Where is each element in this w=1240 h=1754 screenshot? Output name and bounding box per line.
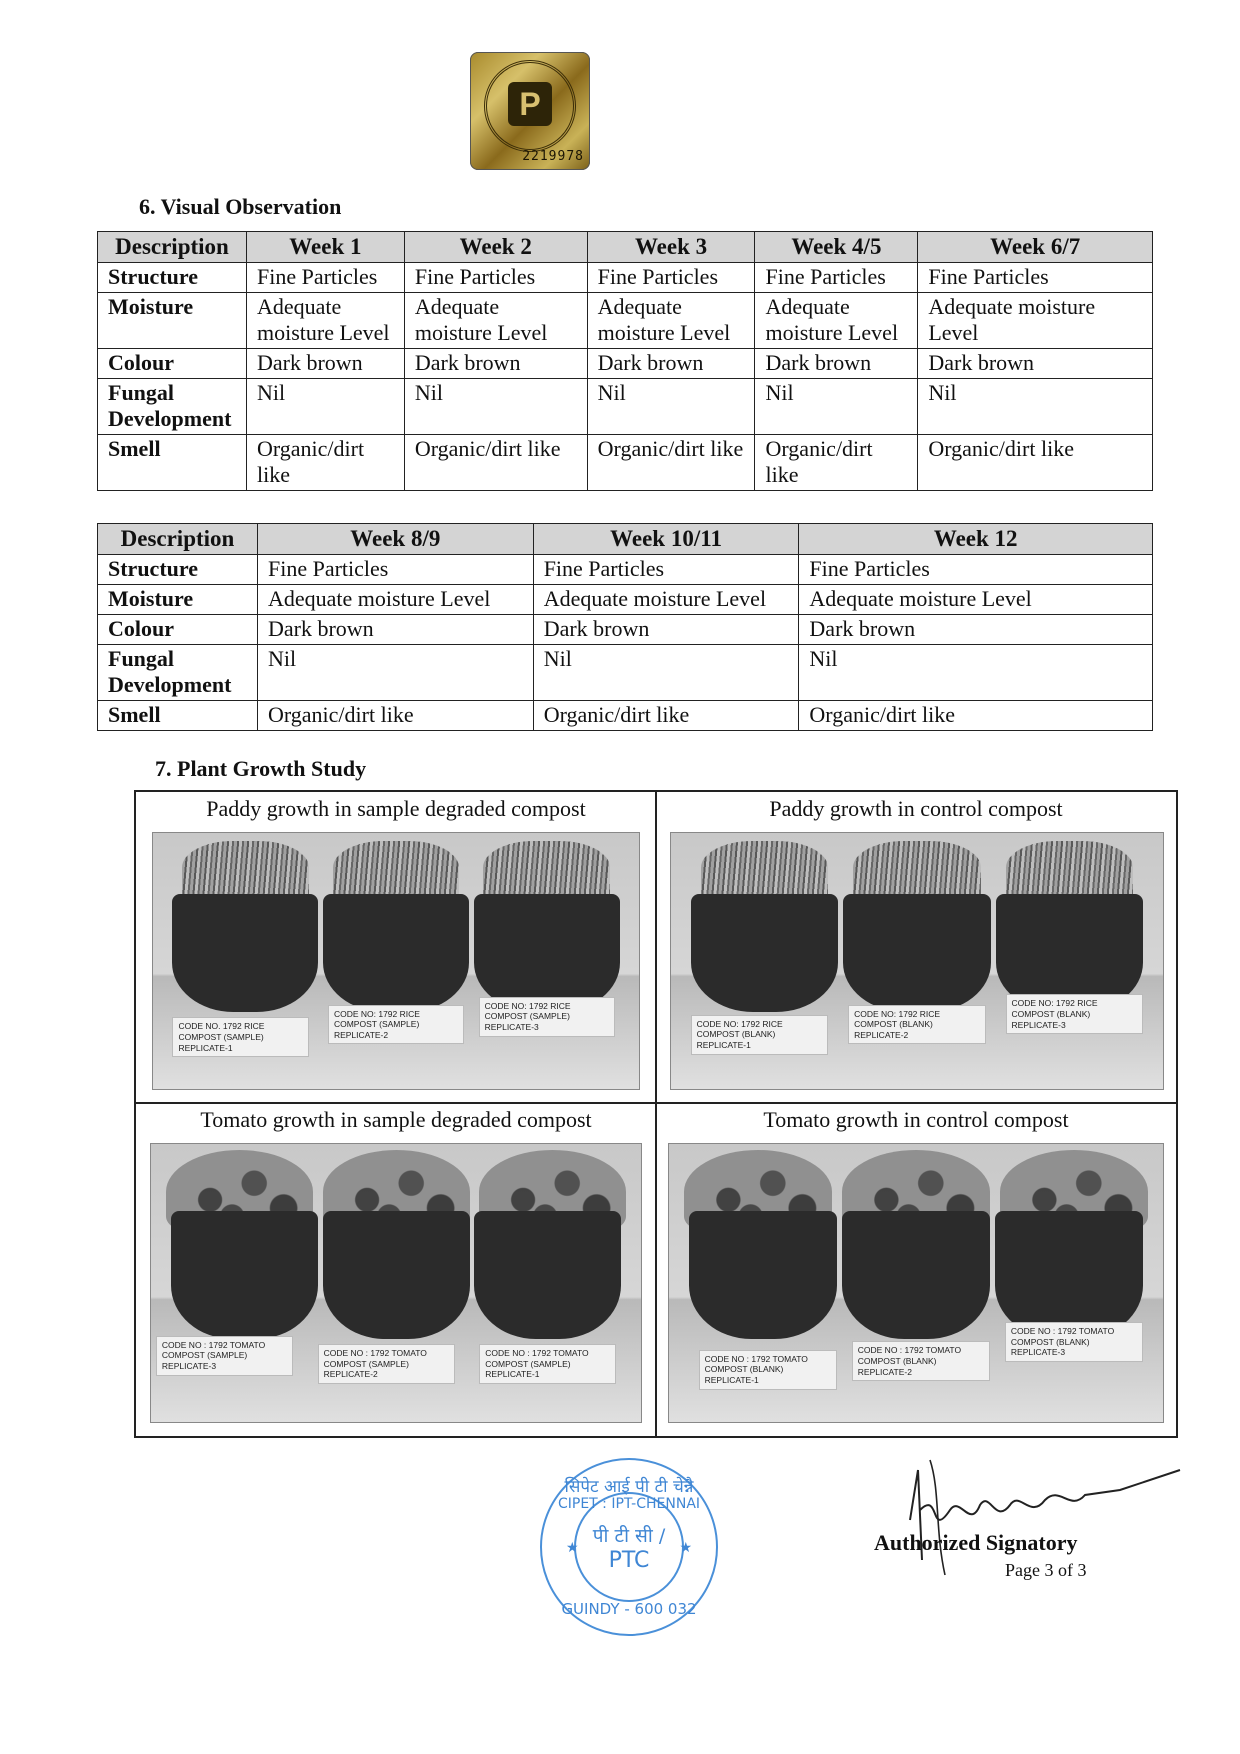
page-number: Page 3 of 3	[1005, 1560, 1087, 1580]
table-cell: Nil	[404, 378, 587, 434]
table-cell: Fine Particles	[799, 555, 1153, 585]
table-row	[98, 555, 1153, 585]
table-cell: Fine Particles	[404, 263, 587, 293]
row-label: Structure	[98, 555, 258, 585]
row-label: Moisture	[98, 585, 258, 615]
photo-label: CODE NO : 1792 TOMATO COMPOST (BLANK) REPLICATE-1	[699, 1350, 837, 1390]
table-cell: Organic/dirt like	[257, 700, 533, 730]
table-cell: Adequate moisture Level	[918, 293, 1153, 349]
visual-observation-table-2	[97, 523, 1153, 731]
table-cell: Nil	[918, 378, 1153, 434]
photo-label: CODE NO. 1792 RICE COMPOST (SAMPLE) REPLICATE-1	[172, 1017, 308, 1057]
star-icon: ★	[679, 1541, 692, 1556]
row-label: Colour	[98, 615, 258, 645]
table-cell: Dark brown	[799, 615, 1153, 645]
table-cell: Fine Particles	[533, 555, 799, 585]
photo-label: CODE NO : 1792 TOMATO COMPOST (BLANK) REPLICATE-2	[852, 1341, 990, 1381]
row-label: Structure	[98, 263, 247, 293]
table-cell: Nil	[257, 644, 533, 700]
table-cell: Fine Particles	[257, 555, 533, 585]
table-cell: Fine Particles	[755, 263, 918, 293]
section-7-heading: 7. Plant Growth Study	[155, 756, 367, 781]
table-cell: Fine Particles	[918, 263, 1153, 293]
stamp-ring-text: CIPET : IPT-CHENNAI	[557, 1496, 701, 1512]
table-cell: Dark brown	[533, 615, 799, 645]
week-header: Week 4/5	[755, 232, 918, 263]
authorized-signatory-label: Authorized Signatory	[874, 1530, 1078, 1555]
row-label: Fungal Development	[98, 378, 247, 434]
photo-label: CODE NO : 1792 TOMATO COMPOST (BLANK) REPLICATE-3	[1005, 1322, 1143, 1362]
photo-label: CODE NO : 1792 TOMATO COMPOST (SAMPLE) REPLICATE-3	[156, 1336, 293, 1376]
table-cell: Fine Particles	[246, 263, 404, 293]
week-header: Week 6/7	[918, 232, 1153, 263]
table-row	[98, 293, 1153, 349]
panel-paddy-control	[655, 791, 1177, 1104]
star-icon: ★	[566, 1541, 579, 1556]
photo-label: CODE NO : 1792 TOMATO COMPOST (SAMPLE) REPLICATE-1	[479, 1344, 616, 1384]
week-header: Week 1	[246, 232, 404, 263]
photo-label: CODE NO: 1792 RICE COMPOST (BLANK) REPLICATE-1	[691, 1015, 829, 1055]
table-cell: Organic/dirt like	[799, 700, 1153, 730]
photo-label: CODE NO: 1792 RICE COMPOST (BLANK) REPLICATE-2	[848, 1005, 986, 1045]
table-cell: Adequate moisture Level	[587, 293, 755, 349]
table-cell: Dark brown	[918, 348, 1153, 378]
table-row	[98, 700, 1153, 730]
table-cell: Nil	[587, 378, 755, 434]
stamp-bottom-text: GUINDY - 600 032	[561, 1600, 697, 1618]
week-header: Week 3	[587, 232, 755, 263]
panel-tomato-control	[655, 1102, 1177, 1437]
table-row	[98, 348, 1153, 378]
table-cell: Organic/dirt like	[404, 434, 587, 490]
stamp-center-text: PTC	[608, 1548, 650, 1573]
week-header: Week 8/9	[257, 524, 533, 555]
hologram-sticker	[470, 52, 590, 170]
table-row	[98, 263, 1153, 293]
institution-stamp	[540, 1458, 718, 1636]
table-cell: Organic/dirt like	[533, 700, 799, 730]
table-cell: Organic/dirt like	[587, 434, 755, 490]
hologram-number: 2219978	[522, 149, 584, 164]
visual-observation-table-1	[97, 231, 1153, 491]
table-row	[98, 378, 1153, 434]
table-cell: Dark brown	[587, 348, 755, 378]
photo-label: CODE NO: 1792 RICE COMPOST (BLANK) REPLICATE-3	[1006, 994, 1144, 1034]
table-cell: Adequate moisture Level	[533, 585, 799, 615]
table-row	[98, 615, 1153, 645]
table-cell: Nil	[246, 378, 404, 434]
table-row	[98, 585, 1153, 615]
week-header: Week 2	[404, 232, 587, 263]
week-header: Week 10/11	[533, 524, 799, 555]
table-cell: Adequate moisture Level	[404, 293, 587, 349]
table-cell: Adequate moisture Level	[755, 293, 918, 349]
table-cell: Nil	[533, 644, 799, 700]
row-label: Fungal Development	[98, 644, 258, 700]
row-label: Smell	[98, 434, 247, 490]
section-6-heading: 6. Visual Observation	[139, 194, 342, 219]
paddy-control-photo	[670, 832, 1164, 1090]
tomato-sample-photo	[150, 1143, 642, 1423]
photo-label: CODE NO: 1792 RICE COMPOST (SAMPLE) REPLICATE-3	[479, 997, 615, 1037]
tomato-control-photo	[668, 1143, 1164, 1423]
table-cell: Adequate moisture Level	[257, 585, 533, 615]
row-label: Smell	[98, 700, 258, 730]
plant-growth-grid	[134, 790, 1178, 1438]
table-cell: Organic/dirt like	[246, 434, 404, 490]
stamp-top-text: सिपेट आई पी टी चेन्नै	[564, 1477, 694, 1497]
table-cell: Nil	[755, 378, 918, 434]
table-header-row	[98, 232, 1153, 263]
table-cell: Nil	[799, 644, 1153, 700]
table-row	[98, 434, 1153, 490]
week-header: Week 12	[799, 524, 1153, 555]
table-cell: Organic/dirt like	[755, 434, 918, 490]
table-cell: Dark brown	[755, 348, 918, 378]
description-header: Description	[98, 524, 258, 555]
panel-caption: Paddy growth in sample degraded compost	[206, 796, 586, 821]
table-header-row	[98, 524, 1153, 555]
row-label: Moisture	[98, 293, 247, 349]
table-cell: Adequate moisture Level	[799, 585, 1153, 615]
panel-caption: Paddy growth in control compost	[769, 796, 1063, 821]
table-cell: Organic/dirt like	[918, 434, 1153, 490]
ipt-logo-icon: P	[508, 82, 552, 126]
photo-label: CODE NO: 1792 RICE COMPOST (SAMPLE) REPLICATE-2	[328, 1005, 464, 1045]
table-row	[98, 644, 1153, 700]
paddy-sample-photo	[152, 832, 640, 1090]
panel-caption: Tomato growth in sample degraded compost	[200, 1107, 592, 1132]
photo-label: CODE NO : 1792 TOMATO COMPOST (SAMPLE) REPLICATE-2	[318, 1344, 455, 1384]
table-cell: Dark brown	[404, 348, 587, 378]
table-cell: Adequate moisture Level	[246, 293, 404, 349]
table-cell: Fine Particles	[587, 263, 755, 293]
table-cell: Dark brown	[257, 615, 533, 645]
panel-tomato-sample	[135, 1102, 657, 1437]
table-cell: Dark brown	[246, 348, 404, 378]
panel-paddy-sample	[135, 791, 657, 1104]
row-label: Colour	[98, 348, 247, 378]
stamp-center-hindi: पी टी सी /	[592, 1525, 666, 1547]
panel-caption: Tomato growth in control compost	[763, 1107, 1069, 1132]
description-header: Description	[98, 232, 247, 263]
